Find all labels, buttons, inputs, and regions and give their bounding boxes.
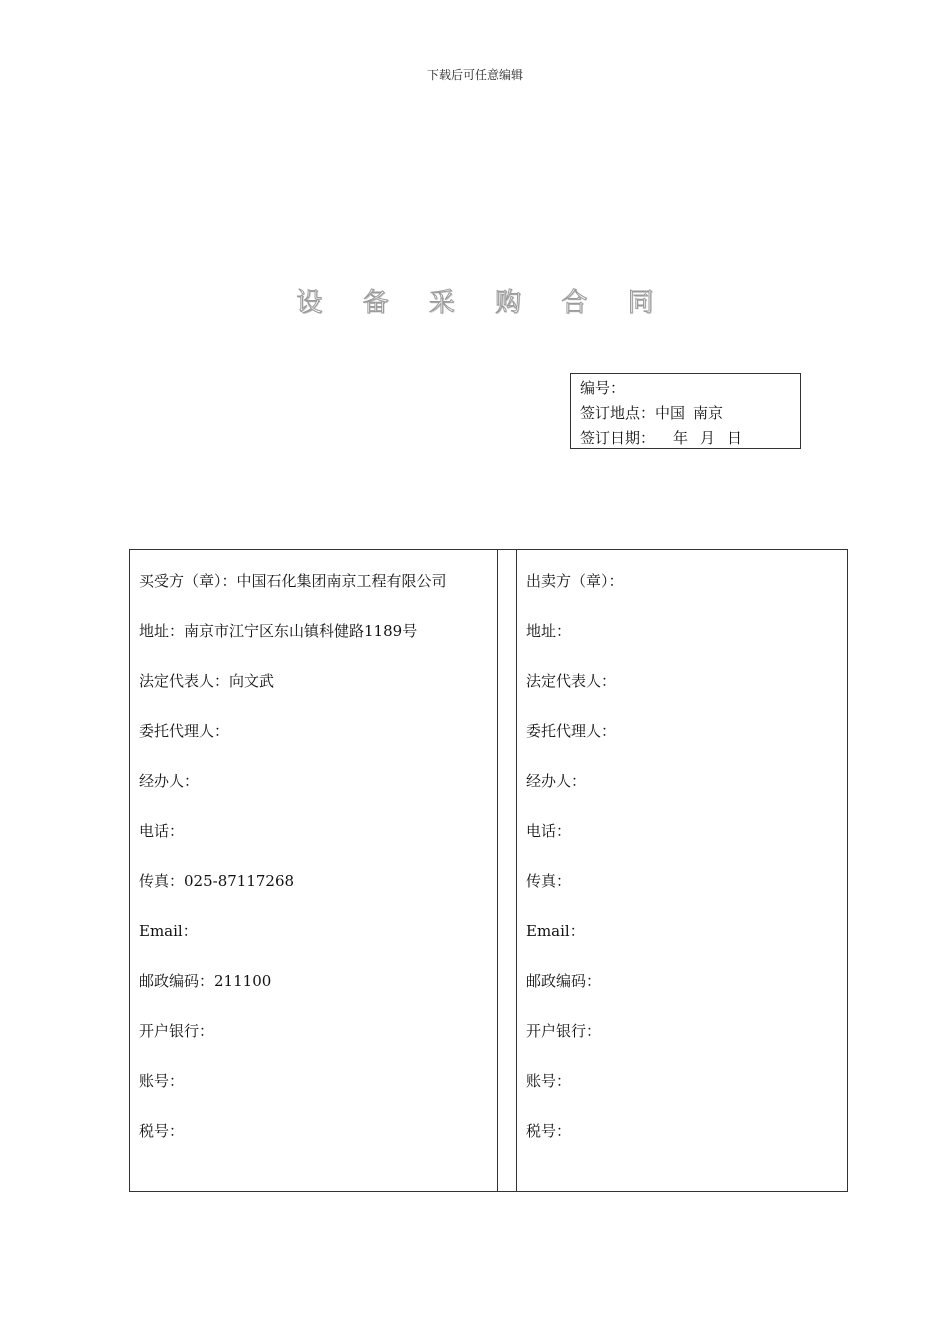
seller-handler-label: 经办人： xyxy=(526,772,587,790)
signing-date-year: 年 xyxy=(673,429,689,447)
buyer-address-label: 地址： xyxy=(139,622,185,640)
buyer-bank-label: 开户银行： xyxy=(139,1022,215,1040)
buyer-legal-rep-value: 向文武 xyxy=(229,672,275,690)
buyer-fax-value: 025-87117268 xyxy=(184,872,295,890)
buyer-legal-rep-label: 法定代表人： xyxy=(139,672,230,690)
seller-tax-label: 税号： xyxy=(526,1122,572,1140)
buyer-postcode-label: 邮政编码： xyxy=(139,972,215,990)
buyer-account-label: 账号： xyxy=(139,1072,185,1090)
contract-number-label: 编号： xyxy=(580,379,626,397)
buyer-address-field xyxy=(139,619,489,644)
buyer-postcode-value: 211100 xyxy=(214,972,272,990)
parties-table xyxy=(129,549,848,1192)
buyer-agent-field xyxy=(139,719,489,744)
buyer-email-label: Email： xyxy=(139,922,198,940)
seller-address-label: 地址： xyxy=(526,622,572,640)
buyer-phone-field xyxy=(139,819,489,844)
buyer-tax-field xyxy=(139,1119,489,1144)
signing-place-country: 中国 xyxy=(655,404,686,422)
seller-phone-field xyxy=(526,819,839,844)
signing-date-label: 签订日期： xyxy=(580,429,656,447)
buyer-column xyxy=(130,550,498,1191)
seller-legal-rep-field xyxy=(526,669,839,694)
buyer-legal-rep-field xyxy=(139,669,489,694)
seller-bank-label: 开户银行： xyxy=(526,1022,602,1040)
seller-column xyxy=(517,550,847,1191)
seller-email-label: Email： xyxy=(526,922,585,940)
seller-postcode-label: 邮政编码： xyxy=(526,972,602,990)
seller-email-field xyxy=(526,919,839,944)
contract-number-row xyxy=(580,376,800,401)
buyer-name-value: 中国石化集团南京工程有限公司 xyxy=(236,572,447,590)
buyer-phone-label: 电话： xyxy=(139,822,185,840)
buyer-name-label: 买受方（章）： xyxy=(139,572,237,590)
document-title: 设 备 采 购 合 同 xyxy=(296,288,670,318)
signing-place-label: 签订地点： xyxy=(580,404,656,422)
signing-place-row xyxy=(580,401,800,426)
seller-address-field xyxy=(526,619,839,644)
seller-account-label: 账号： xyxy=(526,1072,572,1090)
seller-tax-field xyxy=(526,1119,839,1144)
signing-place-city: 南京 xyxy=(693,404,724,422)
buyer-email-field xyxy=(139,919,489,944)
buyer-fax-field xyxy=(139,869,489,894)
buyer-address-value: 南京市江宁区东山镇科健路1189号 xyxy=(184,622,418,640)
buyer-name-field xyxy=(139,569,489,594)
seller-account-field xyxy=(526,1069,839,1094)
buyer-fax-label: 传真： xyxy=(139,872,185,890)
buyer-account-field xyxy=(139,1069,489,1094)
seller-agent-field xyxy=(526,719,839,744)
seller-name-label: 出卖方（章）： xyxy=(526,572,624,590)
seller-handler-field xyxy=(526,769,839,794)
seller-agent-label: 委托代理人： xyxy=(526,722,617,740)
seller-fax-field xyxy=(526,869,839,894)
seller-legal-rep-label: 法定代表人： xyxy=(526,672,617,690)
buyer-postcode-field xyxy=(139,969,489,994)
buyer-handler-label: 经办人： xyxy=(139,772,200,790)
table-spacer-column xyxy=(498,550,517,1191)
seller-name-field xyxy=(526,569,839,594)
signing-date-row xyxy=(580,426,800,451)
seller-bank-field xyxy=(526,1019,839,1044)
seller-phone-label: 电话： xyxy=(526,822,572,840)
signing-date-month: 月 xyxy=(700,429,716,447)
contract-info-box xyxy=(570,373,801,449)
buyer-bank-field xyxy=(139,1019,489,1044)
seller-postcode-field xyxy=(526,969,839,994)
header-note: 下载后可任意编辑 xyxy=(426,68,523,82)
buyer-agent-label: 委托代理人： xyxy=(139,722,230,740)
buyer-handler-field xyxy=(139,769,489,794)
buyer-tax-label: 税号： xyxy=(139,1122,185,1140)
seller-fax-label: 传真： xyxy=(526,872,572,890)
signing-date-day: 日 xyxy=(727,429,743,447)
